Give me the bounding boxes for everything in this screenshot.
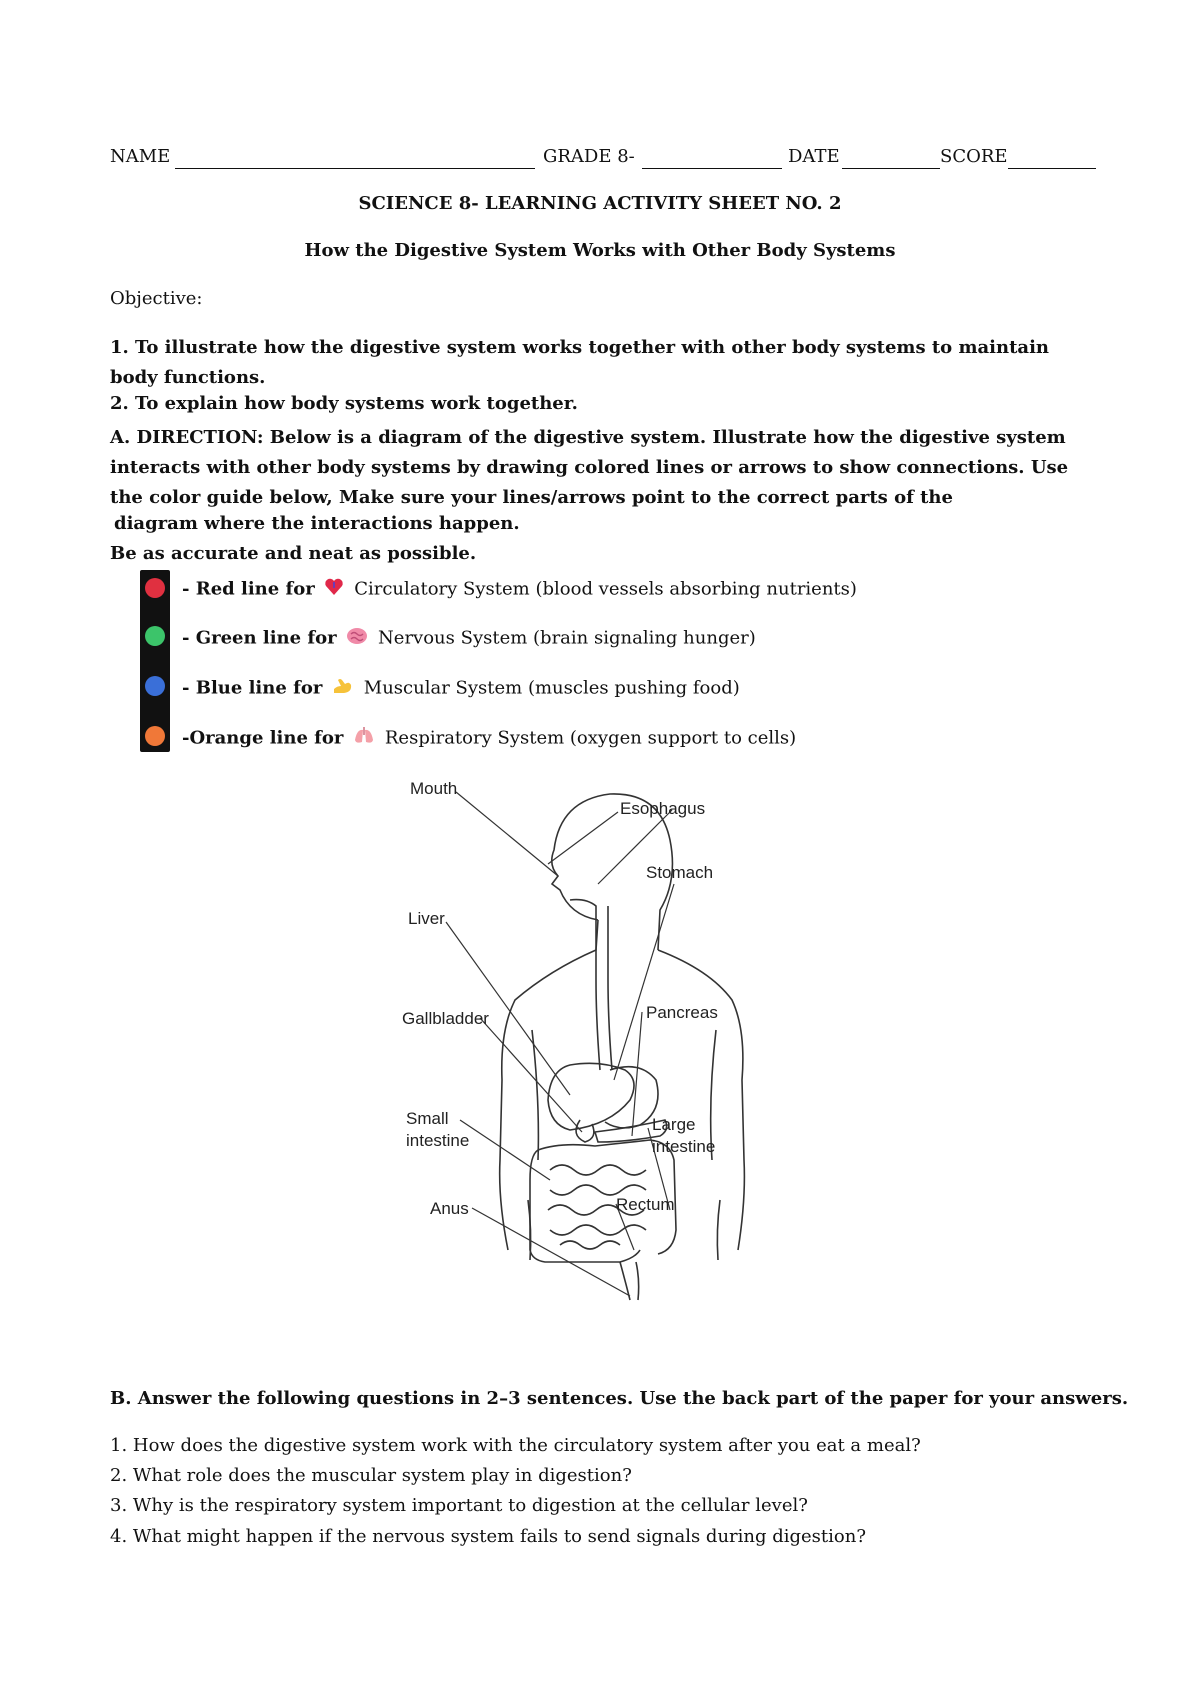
question-1: 1. How does the digestive system work with the circulatory system after you eat a meal?: [110, 1435, 921, 1456]
question-2: 2. What role does the muscular system play in digestion?: [110, 1465, 632, 1486]
name-label: NAME: [110, 146, 171, 167]
legend-item-red: [182, 577, 857, 602]
score-blank[interactable]: [1008, 168, 1096, 169]
label-stomach: Stomach: [646, 863, 714, 882]
legend-system: Muscular System (muscles pushing food): [363, 677, 740, 699]
label-esophagus: Esophagus: [620, 799, 706, 818]
legend-item-orange: [182, 726, 796, 751]
blue-dot-icon: [145, 676, 165, 696]
label-gallbladder: Gallbladder: [402, 1009, 489, 1028]
direction-text: A. DIRECTION: Below is a diagram of the digestive system. Illustrate how the digestive system interacts with other body systems by drawing colored lines or arrows to show connections. Use the color guide below, Make sure your lines/arrows point to the correct parts of the: [110, 427, 1069, 508]
lungs-icon: [353, 726, 375, 751]
objective-2: 2. To explain how body systems work together.: [110, 393, 578, 414]
heart-icon: [324, 577, 344, 602]
direction-line-2: diagram where the interactions happen.: [114, 513, 520, 534]
score-label: SCORE: [940, 146, 1008, 167]
direction-line-3: Be as accurate and neat as possible.: [110, 543, 477, 564]
legend-item-blue: [182, 676, 740, 701]
label-pancreas: Pancreas: [646, 1003, 718, 1022]
legend-item-green: [182, 626, 756, 651]
green-dot-icon: [145, 626, 165, 646]
grade-label: GRADE 8-: [543, 146, 635, 167]
label-small-intestine-2: intestine: [406, 1131, 470, 1150]
question-3: 3. Why is the respiratory system important to digestion at the cellular level?: [110, 1495, 808, 1516]
label-rectum: Rectum: [616, 1195, 675, 1214]
label-anus: Anus: [430, 1199, 469, 1218]
color-guide-bar: [140, 570, 170, 752]
grade-blank[interactable]: [642, 168, 782, 169]
label-small-intestine-1: Small: [406, 1109, 449, 1128]
legend-prefix: - Blue line for: [182, 677, 323, 699]
legend-system: Nervous System (brain signaling hunger): [378, 627, 756, 649]
page-subtitle: How the Digestive System Works with Other Body Systems: [304, 240, 896, 261]
date-label: DATE: [788, 146, 840, 167]
question-4: 4. What might happen if the nervous system fails to send signals during digestion?: [110, 1526, 866, 1547]
legend-prefix: - Red line for: [182, 578, 315, 600]
red-dot-icon: [145, 578, 165, 598]
label-large-intestine-2: intestine: [652, 1137, 716, 1156]
page-title: SCIENCE 8- LEARNING ACTIVITY SHEET NO. 2: [358, 193, 842, 214]
objective-1: 1. To illustrate how the digestive system works together with other body systems to maintain body functions.: [110, 337, 1049, 388]
digestive-system-diagram: [402, 779, 800, 1320]
legend-prefix: - Green line for: [182, 627, 337, 649]
part-b-instruction: B. Answer the following questions in 2–3 sentences. Use the back part of the paper for your answers.: [110, 1388, 1129, 1409]
label-large-intestine-1: Large: [652, 1115, 696, 1134]
label-liver: Liver: [408, 909, 445, 928]
objective-label: Objective:: [110, 288, 203, 309]
legend-prefix: -Orange line for: [182, 727, 344, 749]
legend-system: Circulatory System (blood vessels absorbing nutrients): [354, 578, 857, 600]
name-blank[interactable]: [175, 168, 535, 169]
flexed-biceps-icon: [332, 676, 354, 701]
orange-dot-icon: [145, 726, 165, 746]
brain-icon: [346, 626, 368, 651]
date-blank[interactable]: [842, 168, 940, 169]
legend-system: Respiratory System (oxygen support to cells): [384, 727, 797, 749]
label-mouth: Mouth: [410, 779, 458, 798]
